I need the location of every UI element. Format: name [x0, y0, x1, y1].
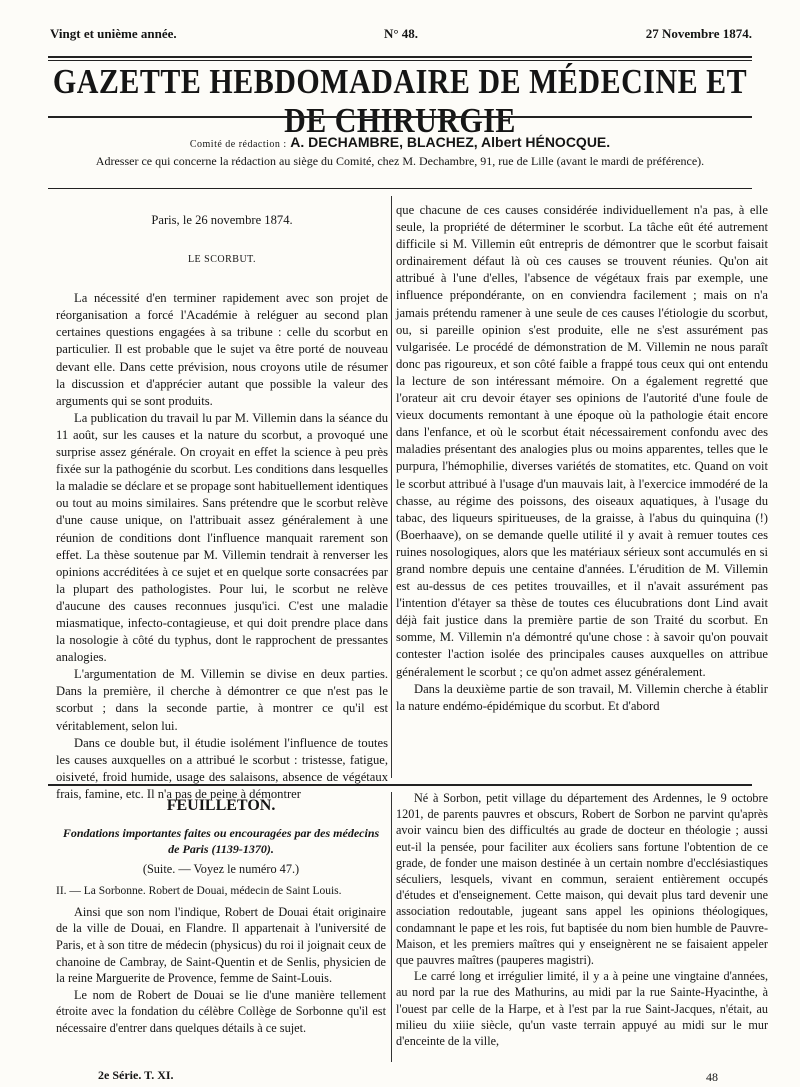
article-paragraph: Dans ce double but, il étudie isolément l'influence de toutes les causes auxquelles on a attribué le scorbut : tristesse, fatigue, oisiveté, froid humide, usage des salaisons, absence de végétaux frais, famine, etc. Il n'a pas de peine à démontrer — [56, 735, 388, 801]
feuilleton-title: FEUILLETON. — [166, 797, 276, 814]
feuilleton-paragraph: Le carré long et irrégulier limité, il y a à peine une vingtaine d'années, au nord par la rue des Mathurins, au midi par la rue Sainte-Hyacinthe, à l'ouest par celle de la Harpe, et à l'est par la rue Saint-Jacques, n'était, au milieu du xiiie siècle, qu'un vaste terrain appuyé au midi sur le mur d'enceinte de la ville, — [396, 969, 768, 1049]
committee-names: A. DECHAMBRE, BLACHEZ, Albert HÉNOCQUE. — [290, 134, 611, 150]
feuilleton-subtitle: Fondations importantes faites ou encouragées par des médecins de Paris (1139-1370). — [62, 825, 380, 856]
column-separator-bottom — [391, 792, 392, 1062]
feuilleton-left-column — [56, 792, 386, 1037]
running-header — [50, 26, 752, 44]
feuilleton-right-column — [396, 790, 768, 1049]
article-paragraph: que chacune de ces causes considérée individuellement n'a pas, à elle seule, la propriété de déterminer le scorbut. La tâche eût été autrement difficile si M. Villemin eût entrepris de démontrer que le scorbut faisait ordinairement défaut là où ces causes se trouvent réunies. Qu'on ait attribué à l'une d'elles, l'absence de végétaux frais par exemple, une influence prépondérante, on en conviendra facilement ; mais on n'a jamais prétendu ramener à une seule de ces causes l'étiologie du scorbut, ou, si pareille opinion s'est produite, elle ne s'est assurément pas vulgarisée. Le procédé de démonstration de M. Villemin ne nous paraît donc pas rigoureux, et son côté faible a frappé tous ceux qui ont entendu la lecture de son intéressant mémoire. On a également regretté que l'orateur ait cru devoir étayer ses opinions de l'autorité d'une foule de vieux documents remontant à une époque où la pathologie était encore dans l'enfance, et où le scorbut était nécessairement confondu avec des maladies présentant des analogies plus ou moins apparentes, telles que le purpura, l'hémophilie, diverses variétés de stomatites, etc. Quand on voit le scorbut attribué à l'usage d'un mauvais lait, à l'exercice immodéré de la chasse, au régime des poissons, des oiseaux aquatiques, à l'usage du tabac, des liqueurs spiritueuses, de la graisse, à l'abus du quinquina (!) (Boerhaave), on se demande quelle utilité il y avait à remuer toutes ces ruines nosologiques, alors que les matériaux sérieux sont accumulés en si grand nombre depuis une centaine d'années. L'érudition de M. Villemin est au-dessus de ces petites trouvailles, et il n'avait assurément pas l'intention d'étayer sa thèse de toutes ces élucubrations dont Lind avait déjà fait justice dans la première partie de son Traité du scorbut. En somme, M. Villemin n'a démontré qu'une chose : à savoir qu'on pouvait contester l'action isolée des principales causes auxquelles on attribue généralement le scorbut ; ce qu'on admet assez généralement. — [396, 203, 768, 679]
article-dateline: Paris, le 26 novembre 1874. — [151, 213, 293, 227]
feuilleton-continuation: (Suite. — Voyez le numéro 47.) — [142, 861, 300, 876]
series-volume: 2e Série. T. XI. — [98, 1068, 174, 1082]
masthead-rule — [48, 116, 752, 118]
issue-number: N° 48. — [383, 26, 419, 41]
feuilleton-paragraph: Le nom de Robert de Douai se lie d'une manière tellement étroite avec la fondation du célèbre Collège de Sorbonne qu'il est nécessaire d'entrer dans quelques détails à ce sujet. — [56, 987, 386, 1035]
editorial-committee — [0, 134, 800, 152]
article-paragraph: La publication du travail lu par M. Villemin dans la séance du 11 août, sur les causes et la nature du scorbut, a provoqué une surprise assez générale. On croyait en effet la science à peu près fixée sur la pathogénie du scorbut. Les conditions dans lesquelles la maladie se déclare et se propage sont habituellement identiques ou tout au moins similaires. Sans prétendre que le scorbut relève d'une cause unique, on l'attribuait assez généralement à une réunion de conditions dont l'influence manquait rarement son effet. La thèse soutenue par M. Villemin tendrait à renverser les opinions accréditées à ce sujet et en quelque sorte consacrées par la plupart des pathologistes. Pour lui, le scorbut ne relève d'aucune des causes reconnues jusqu'ici. C'est une maladie miasmatique, infecto-contagieuse, et qui doit prendre place dans la nosologie à côté du typhus, dont le rapprochent de pressantes analogies. — [56, 410, 388, 665]
column-separator-top — [391, 196, 392, 778]
masthead-title: GAZETTE HEBDOMADAIRE DE MÉDECINE ET DE CHIRURGIE — [52, 62, 748, 140]
article-paragraph: Dans la deuxième partie de son travail, M. Villemin cherche à établir la nature endémo-épidémique du scorbut. Et d'abord — [396, 681, 768, 713]
address-rule — [48, 188, 752, 189]
article-paragraph: La nécessité d'en terminer rapidement avec son projet de réorganisation a forcé l'Académie à reléguer au second plan certaines questions engagées à sa tribune : celle du scorbut en particulier. Il est probable que le sujet va être porté de nouveau devant elle. Dans cette prévision, nous croyons utile de résumer la discussion et d'apprécier autant que possible la valeur des arguments qui se sont produits. — [56, 291, 388, 408]
article-left-column — [56, 212, 388, 803]
feuilleton-section: II. — La Sorbonne. Robert de Douai, médecin de Saint Louis. — [56, 885, 342, 898]
article-right-column — [396, 202, 768, 715]
feuilleton-paragraph: Né à Sorbon, petit village du département des Ardennes, le 9 octobre 1201, de parents pauvres et obscurs, Robert de Sorbon ne parvint qu'après avoir vaincu bien des difficultés au grade de docteur en théologie ; aussi eut-il la pensée, pour faciliter aux écoliers sans fortune l'obtention de ce grade, de fonder une maison destinée à un certain nombre d'ecclésiastiques séculiers, lesquels, vivant en commun, seraient entièrement occupés d'études et d'enseignement. Cette maison, qui devait plus tard devenir une association redoutable, jugeant sans appel les opinions théologiques, condamnant le pape et les rois, fut baptisée du nom bien humble de Pauvre-Maison, et les premiers maîtres qui y enseignèrent ne se faisaient appeler que pauvres maîtres (pauperes magistri). — [396, 791, 768, 968]
feuilleton-rule — [48, 784, 752, 786]
header-rule-top — [48, 56, 752, 58]
header-rule-thin — [48, 60, 752, 61]
volume-year: Vingt et unième année. — [50, 26, 177, 41]
feuilleton-paragraph: Ainsi que son nom l'indique, Robert de Douai était originaire de la ville de Douai, en Flandre. Il appartenait à l'université de Paris, et à son titre de médecin (physicus) du roi il joignait ceux de chanoine de Cambray, de Saint-Quentin et de Senlis, physicien de la reine Marguerite de Provence, femme de Saint-Louis. — [56, 904, 386, 986]
editorial-address: Adresser ce qui concerne la rédaction au siège du Comité, chez M. Dechambre, 91, rue de Lille (avant le mardi de préférence). — [95, 154, 705, 168]
page-number: 48 — [706, 1070, 718, 1084]
article-paragraph: L'argumentation de M. Villemin se divise en deux parties. Dans la première, il cherche à démontrer ce que n'est pas le scorbut ; dans la seconde partie, à montrer ce qu'il est véritablement, selon lui. — [56, 667, 388, 733]
article-heading: LE SCORBUT. — [187, 254, 257, 266]
committee-label: Comité de rédaction : — [189, 139, 287, 150]
issue-date: 27 Novembre 1874. — [645, 26, 752, 41]
